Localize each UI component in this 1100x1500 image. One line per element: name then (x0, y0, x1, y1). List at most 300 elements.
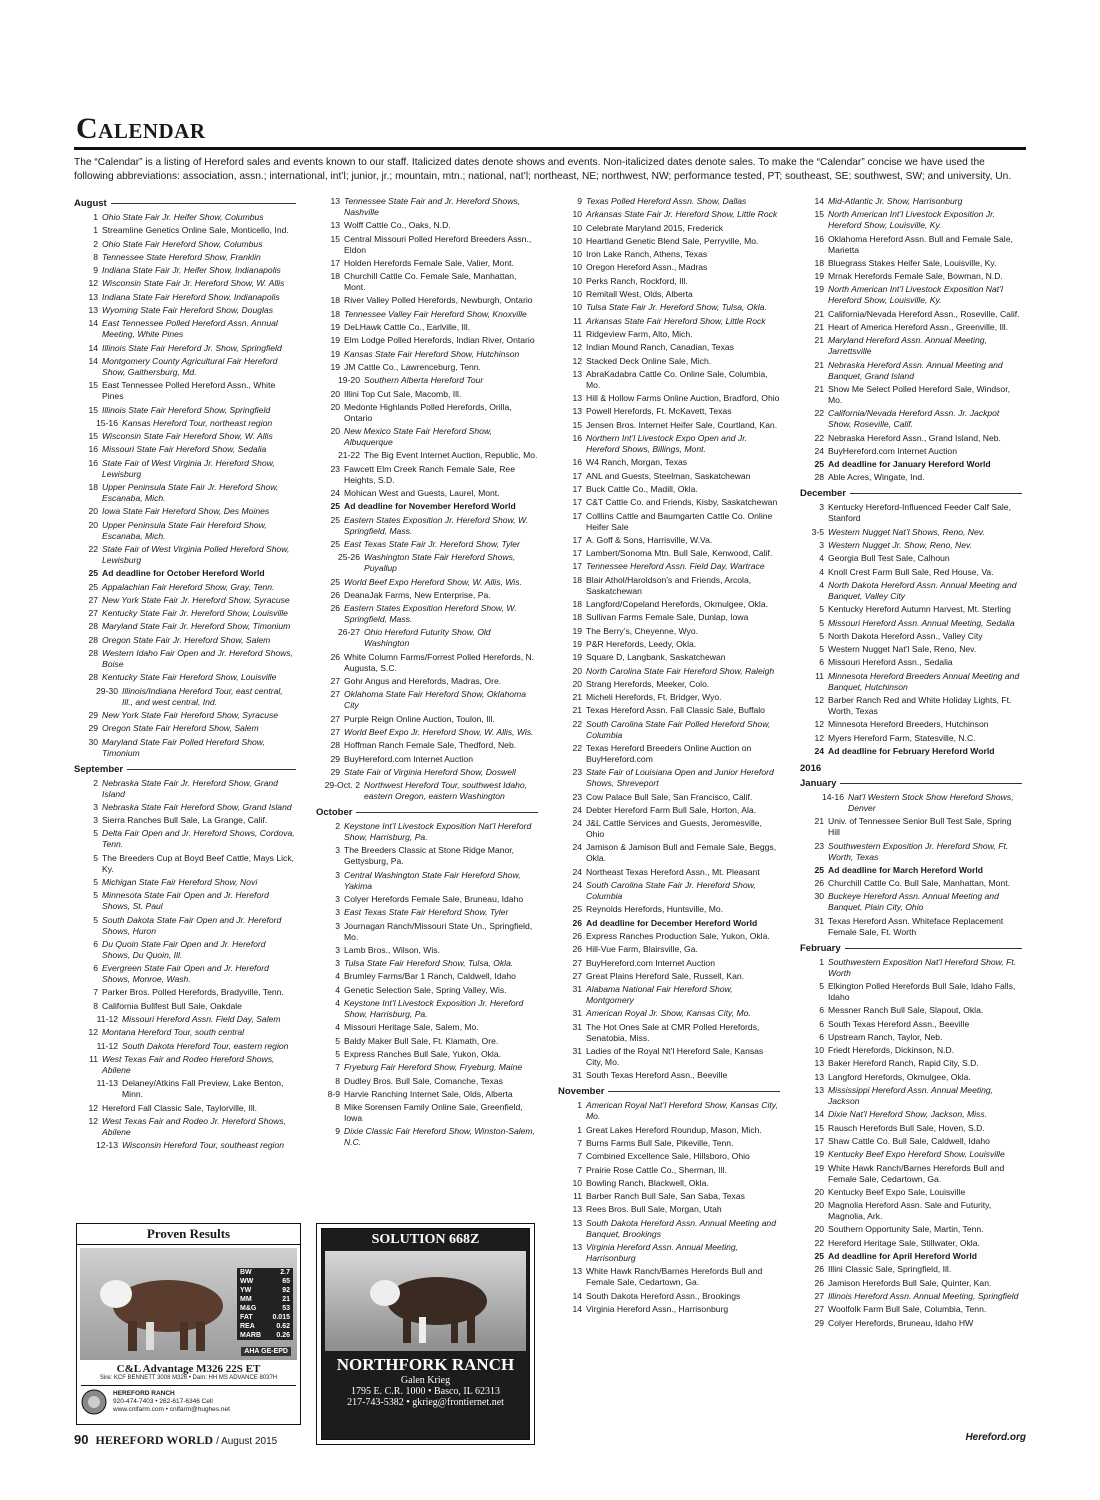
calendar-entry (316, 577, 538, 588)
month-heading (558, 1086, 780, 1097)
calendar-entry (800, 1019, 1022, 1030)
calendar-entry (316, 196, 538, 218)
page-number: 90 (74, 1432, 89, 1447)
entry-text: Genetic Selection Sale, Spring Valley, Wis. (344, 984, 507, 995)
entry-date: 25 (572, 904, 582, 915)
calendar-entry (800, 1149, 1022, 1160)
entry-text: Delta Fair Open and Jr. Hereford Shows, Cordova, Tenn. (102, 828, 295, 850)
entry-date: 11-12 (96, 1014, 118, 1025)
entry-text: Cow Palace Bull Sale, San Francisco, Calif. (586, 791, 753, 802)
entry-text: Kentucky State Fair Hereford Show, Louisville (102, 672, 277, 683)
entry-date: 28 (88, 634, 98, 645)
entry-text: Brumley Farms/Bar 1 Ranch, Caldwell, Idaho (344, 971, 516, 982)
proven-results-ad (76, 1223, 301, 1425)
entry-text: Oregon State Fair Hereford Show, Salem (102, 723, 259, 734)
entry-date: 13 (330, 220, 340, 231)
entry-text: Kentucky State Fair Jr. Hereford Show, Louisville (102, 608, 288, 619)
entry-text: Myers Hereford Farm, Statesville, N.C. (828, 732, 976, 743)
ad-deadline-entry (558, 918, 780, 929)
calendar-entry (558, 719, 780, 741)
entry-text: Wyoming State Fair Hereford Show, Douglas (102, 305, 273, 316)
month-label: November (558, 1086, 605, 1098)
page-title (74, 112, 1026, 146)
entry-date: 2 (93, 777, 98, 788)
entry-date: 5 (335, 1048, 340, 1059)
calendar-entry (316, 450, 538, 461)
calendar-entry (558, 1138, 780, 1149)
entry-text: Hill-Vue Farm, Blairsville, Ga. (586, 944, 698, 955)
entry-date: 21-22 (338, 450, 360, 461)
entry-text: BuyHereford.com Internet Auction (344, 753, 473, 764)
calendar-entry (800, 841, 1022, 863)
entry-text: California/Nevada Hereford Assn., Roseville, Calif. (828, 308, 1020, 319)
entry-text: Kentucky Beef Expo Hereford Show, Louisville (828, 1149, 1005, 1160)
month-rule (608, 1091, 780, 1092)
owner-name: Galen Krieg (400, 1375, 451, 1386)
entry-date: 13 (814, 1085, 824, 1096)
calendar-entry (558, 639, 780, 650)
calendar-entry (74, 853, 296, 875)
entry-date: 28 (814, 472, 824, 483)
ranch-logo-icon (81, 1389, 107, 1415)
entry-date: 4 (335, 971, 340, 982)
entry-text: Dixie Classic Fair Hereford Show, Winston-Salem, N.C. (344, 1126, 535, 1148)
entry-date: 2 (93, 238, 98, 249)
entry-date: 21 (572, 692, 582, 703)
entry-date: 13 (330, 196, 340, 206)
entry-date: 27 (814, 1304, 824, 1315)
epd-label: REA (240, 1323, 255, 1330)
entry-date: 24 (330, 488, 340, 499)
calendar-entry (74, 621, 296, 632)
entry-date: 13 (572, 1242, 582, 1252)
entry-text: Illinois/Indiana Hereford Tour, east central, Ill., and west central, Ind. (122, 685, 283, 707)
calendar-entry (316, 740, 538, 751)
calendar-entry (316, 676, 538, 687)
entry-date: 26 (572, 944, 582, 955)
entry-date: 11-13 (96, 1078, 118, 1089)
calendar-entry (558, 1304, 780, 1315)
calendar-entry (800, 1200, 1022, 1222)
entry-text: Lamb Bros., Wilson, Wis. (344, 944, 440, 955)
entry-date: 30 (814, 891, 824, 902)
calendar-entry (800, 916, 1022, 938)
entry-date: 20 (572, 665, 582, 676)
entry-text: South Texas Hereford Assn., Beeville (828, 1018, 970, 1029)
calendar-entry (74, 672, 296, 683)
calendar-entry (800, 309, 1022, 320)
calendar-entry (558, 805, 780, 816)
entry-text: BuyHereford.com Internet Auction (828, 445, 957, 456)
entry-date: 26 (572, 930, 582, 941)
calendar-entry (316, 335, 538, 346)
entry-text: California Bullfest Bull Sale, Oakdale (102, 1000, 242, 1011)
entry-text: Montana Hereford Tour, south central (102, 1027, 245, 1038)
entry-text: Western Nugget Jr. Show, Reno, Nev. (828, 540, 973, 551)
entry-date: 15 (88, 431, 98, 442)
entry-text: Upper Peninsula State Fair Jr. Hereford Show, Escanaba, Mich. (102, 482, 279, 504)
entry-text: C&T Cattle Co. and Friends, Kisby, Saskatchewan (586, 497, 778, 508)
entry-date: 19 (330, 335, 340, 346)
entry-text: Gohr Angus and Herefords, Madras, Ore. (344, 676, 502, 687)
calendar-entry (316, 590, 538, 601)
entry-date: 23 (330, 463, 340, 474)
calendar-entry (74, 265, 296, 276)
entry-date: 25 (814, 1251, 824, 1262)
entry-date: 4 (335, 984, 340, 995)
entry-text: New York State Fair Hereford Show, Syracuse (102, 709, 279, 720)
calendar-entry (74, 939, 296, 961)
entry-text: Texas Hereford Assn. Fall Classic Sale, Buffalo (586, 705, 765, 716)
calendar-entry (558, 692, 780, 703)
calendar-entry (74, 1041, 296, 1052)
calendar-entry (316, 464, 538, 486)
entry-date: 1 (819, 956, 824, 967)
calendar-entry (558, 599, 780, 610)
entry-text: Minnesota Hereford Breeders Annual Meeting and Banquet, Hutchinson (828, 670, 1020, 692)
calendar-entry (74, 595, 296, 606)
entry-text: Jamison & Jamison Bull and Female Sale, Beggs, Okla. (586, 842, 777, 864)
calendar-entry (558, 984, 780, 1006)
calendar-entry (316, 907, 538, 918)
entry-text: Buck Cattle Co., Madill, Okla. (586, 483, 698, 494)
calendar-entry (800, 891, 1022, 913)
calendar-entry (74, 828, 296, 850)
epd-label: MARB (240, 1332, 261, 1339)
entry-date: 29 (814, 1317, 824, 1328)
entry-date: 16 (814, 233, 824, 244)
calendar-entry (558, 867, 780, 878)
entry-text: Prairie Rose Cattle Co., Sherman, Ill. (586, 1164, 727, 1175)
entry-date: 9 (93, 265, 98, 276)
entry-date: 5 (819, 644, 824, 655)
entry-date: 24 (572, 804, 582, 815)
calendar-entry (800, 981, 1022, 1003)
calendar-entry (558, 1165, 780, 1176)
entry-text: Texas Polled Hereford Assn. Show, Dallas (586, 196, 747, 206)
entry-date: 3 (819, 502, 824, 513)
month-label: December (800, 488, 846, 500)
calendar-entry (800, 695, 1022, 717)
entry-date: 5 (93, 876, 98, 887)
calendar-entry (74, 482, 296, 504)
entry-date: 10 (572, 262, 582, 273)
entry-text: North Carolina State Fair Hereford Show, Raleigh (586, 665, 775, 676)
entry-text: Western Nugget Nat’l Shows, Reno, Nev. (828, 526, 985, 537)
calendar-entry (558, 342, 780, 353)
entry-text: Northwest Hereford Tour, southwest Idaho, eastern Oregon, eastern Washington (364, 780, 528, 802)
calendar-entry (74, 877, 296, 888)
month-label: February (800, 942, 841, 954)
entry-date: 3 (335, 869, 340, 880)
epd-row (237, 1295, 293, 1304)
entry-date: 3-5 (811, 526, 824, 537)
entry-date: 7 (93, 987, 98, 998)
entry-date: 5 (819, 980, 824, 991)
entry-text: Hill & Hollow Farms Online Auction, Bradford, Ohio (586, 393, 780, 404)
epd-value: 0.62 (276, 1323, 290, 1330)
entry-date: 29 (330, 753, 340, 764)
entry-text: Dixie Nat’l Hereford Show, Jackson, Miss. (828, 1109, 988, 1120)
entry-text: Du Quoin State Fair Open and Jr. Hereford Shows, Du Quoin, Ill. (102, 938, 266, 960)
entry-date: 19 (572, 638, 582, 649)
calendar-entry (800, 335, 1022, 357)
calendar-entry (558, 289, 780, 300)
calendar-entry (558, 329, 780, 340)
calendar-entry (316, 921, 538, 943)
calendar-entry (74, 802, 296, 813)
entry-date: 13 (88, 291, 98, 302)
entry-date: 13 (572, 1266, 582, 1277)
calendar-entry (316, 689, 538, 711)
entry-date: 27 (572, 957, 582, 968)
calendar-entry (800, 360, 1022, 382)
entry-date: 15 (814, 1122, 824, 1133)
calendar-entry (558, 249, 780, 260)
entry-date: 7 (335, 1062, 340, 1073)
entry-text: Remitall West, Olds, Alberta (586, 289, 693, 300)
calendar-entry (800, 322, 1022, 333)
calendar-entry (558, 626, 780, 637)
entry-date: 26 (814, 878, 824, 889)
entry-date: 16 (572, 433, 582, 444)
entry-text: Upper Peninsula State Fair Hereford Show, Escanaba, Mich. (102, 519, 267, 541)
entry-text: New York State Fair Jr. Hereford Show, Syracuse (102, 594, 290, 605)
entry-text: Bowling Ranch, Blackwell, Okla. (586, 1177, 709, 1188)
entry-text: Heartland Genetic Blend Sale, Perryville, Mo. (586, 235, 759, 246)
entry-text: Oklahoma State Fair Hereford Show, Oklahoma City (344, 689, 526, 711)
calendar-entry (558, 1266, 780, 1288)
entry-date: 24 (572, 842, 582, 853)
calendar-entry (558, 369, 780, 391)
month-label: January (800, 777, 837, 789)
epd-label: M&G (240, 1305, 257, 1312)
calendar-entry (74, 212, 296, 223)
entry-text: Maryland State Fair Jr. Hereford Show, Timonium (102, 621, 291, 632)
calendar-entry (74, 890, 296, 912)
calendar-entry (316, 402, 538, 424)
entry-date: 20 (814, 1224, 824, 1235)
calendar-entry (316, 309, 538, 320)
calendar-entry (316, 1022, 538, 1033)
entry-date: 28 (88, 648, 98, 659)
calendar-entry (74, 1014, 296, 1025)
entry-date: 20 (814, 1200, 824, 1211)
calendar-column-3 (558, 196, 780, 1320)
entry-text: Michigan State Fair Hereford Show, Novi (102, 876, 258, 887)
website-link[interactable]: Hereford.org (965, 1432, 1026, 1443)
entry-text: Missouri Hereford Assn. Annual Meeting, Sedalia (828, 617, 1015, 628)
ad-title: SOLUTION 668Z (371, 1232, 480, 1247)
entry-date: 19 (330, 322, 340, 333)
entry-date: 17 (572, 497, 582, 508)
calendar-entry (558, 1022, 780, 1044)
entry-text: Dudley Bros. Bull Sale, Comanche, Texas (344, 1075, 503, 1086)
entry-date: 27 (330, 713, 340, 724)
entry-date: 13 (572, 1217, 582, 1228)
entry-date: 8-9 (327, 1088, 340, 1099)
entry-text: Harvie Ranching Internet Sale, Olds, Alberta (344, 1088, 513, 1099)
entry-text: Arkansas State Fair Jr. Hereford Show, Little Rock (586, 209, 778, 220)
calendar-entry (558, 302, 780, 313)
entry-date: 18 (572, 612, 582, 623)
calendar-entry (800, 284, 1022, 306)
calendar-section (74, 764, 296, 1152)
epd-row (237, 1331, 293, 1340)
entry-date: 11-12 (96, 1040, 118, 1051)
entry-date: 19 (814, 1162, 824, 1173)
calendar-entry (800, 657, 1022, 668)
entry-date: 10 (572, 275, 582, 286)
entry-date: 15-16 (96, 417, 118, 428)
calendar-entry (74, 356, 296, 378)
entry-date: 19 (814, 1149, 824, 1160)
entry-text: Kentucky Hereford-Influenced Feeder Calf Sale, Stanford (828, 502, 1011, 524)
entry-date: 13 (88, 305, 98, 316)
entry-date: 7 (577, 1137, 582, 1148)
entry-date: 29-30 (96, 685, 118, 696)
title-initial: C (76, 112, 99, 145)
entry-date: 12 (88, 1115, 98, 1126)
entry-date: 7 (577, 1151, 582, 1162)
calendar-column-1 (74, 196, 296, 1156)
ad-deadline-entry (74, 568, 296, 579)
entry-date: 11 (89, 1053, 98, 1064)
entry-text: Medonte Highlands Polled Herefords, Orilla, Ontario (344, 401, 512, 423)
bull-image-icon (88, 1266, 238, 1356)
calendar-entry (558, 792, 780, 803)
calendar-entry (800, 1224, 1022, 1235)
entry-date: 15 (814, 209, 824, 220)
entry-date: 4 (819, 579, 824, 590)
entry-date: 3 (335, 958, 340, 969)
calendar-entry (74, 278, 296, 289)
calendar-entry (74, 686, 296, 708)
entry-text: Langford Herefords, Okmulgee, Okla. (828, 1071, 971, 1082)
calendar-section (316, 196, 538, 802)
entry-text: Rausch Herefords Bull Sale, Hoven, S.D. (828, 1122, 985, 1133)
calendar-entry (558, 705, 780, 716)
calendar-entry (316, 870, 538, 892)
entry-text: Friedt Herefords, Dickinson, N.D. (828, 1045, 955, 1056)
entry-date: 26 (572, 917, 582, 928)
calendar-entry (316, 727, 538, 738)
entry-date: 23 (572, 767, 582, 778)
calendar-section (316, 807, 538, 1148)
entry-date: 28 (88, 672, 98, 683)
entry-text: Barber Ranch Red and White Holiday Lights, Ft. Worth, Texas (828, 695, 1012, 717)
bull-image-icon (355, 1263, 505, 1348)
entry-text: Ad deadline for November Hereford World (344, 501, 516, 512)
entry-text: White Hawk Ranch/Barnes Herefords Bull and Female Sale, Cedartown, Ga. (828, 1162, 1005, 1184)
entry-text: Mid-Atlantic Jr. Show, Harrisonburg (828, 196, 963, 206)
entry-text: Messner Ranch Bull Sale, Slapout, Okla. (828, 1005, 984, 1016)
entry-text: North Dakota Hereford Assn., Valley City (828, 630, 983, 641)
entry-text: The Berry’s, Cheyenne, Wyo. (586, 625, 699, 636)
entry-text: Combined Excellence Sale, Hillsboro, Ohio (586, 1151, 750, 1162)
entry-date: 14 (88, 355, 98, 366)
entry-text: Southwestern Exposition Jr. Hereford Show, Ft. Worth, Texas (828, 840, 1009, 862)
entry-text: Barber Ranch Bull Sale, San Saba, Texas (586, 1191, 745, 1202)
entry-text: Southern Opportunity Sale, Martin, Tenn. (828, 1224, 984, 1235)
entry-date: 21 (814, 383, 824, 394)
entry-text: Purple Reign Online Auction, Toulon, Ill. (344, 713, 495, 724)
entry-text: West Texas Fair and Rodeo Hereford Shows, Abilene (102, 1053, 275, 1075)
entry-text: Appalachian Fair Hereford Show, Gray, Tenn. (102, 581, 275, 592)
entry-date: 8 (335, 1102, 340, 1113)
entry-date: 12 (572, 342, 582, 353)
entry-text: Woolfolk Farm Bull Sale, Columbia, Tenn. (828, 1304, 987, 1315)
entry-text: Square D, Langbank, Saskatchewan (586, 652, 726, 663)
entry-text: Mrnak Herefords Female Sale, Bowman, N.D. (828, 271, 1003, 282)
calendar-entry (316, 603, 538, 625)
entry-date: 5 (93, 852, 98, 863)
calendar-entry (558, 743, 780, 765)
entry-text: East Tennessee Polled Hereford Assn. Annual Meeting, White Pines (102, 318, 278, 340)
aha-badge: AHA GE-EPD (241, 1347, 291, 1356)
entry-date: 22 (88, 543, 98, 554)
entry-date: 11 (573, 1191, 582, 1202)
entry-date: 12 (814, 719, 824, 730)
calendar-entry (558, 316, 780, 327)
entry-date: 22 (814, 432, 824, 443)
epd-value: 21 (282, 1296, 290, 1303)
calendar-entry (316, 271, 538, 293)
calendar-entry (800, 1058, 1022, 1069)
entry-text: Sierra Ranches Bull Sale, La Grange, Calif. (102, 815, 268, 826)
entry-date: 10 (572, 302, 582, 313)
entry-date: 15 (88, 380, 98, 391)
calendar-entry (558, 420, 780, 431)
calendar-entry (316, 998, 538, 1020)
entry-text: A. Goff & Sons, Harrisville, W.Va. (586, 534, 713, 545)
calendar-entry (74, 582, 296, 593)
entry-text: Evergreen State Fair Open and Jr. Hereford Shows, Monroe, Wash. (102, 963, 269, 985)
calendar-entry (316, 349, 538, 360)
entry-text: Western Idaho Fair Open and Jr. Hereford Shows, Boise (102, 648, 294, 670)
entry-date: 20 (814, 1186, 824, 1197)
calendar-entry (558, 958, 780, 969)
entry-text: Jensen Bros. Internet Heifer Sale, Courtland, Kan. (586, 419, 778, 430)
entry-date: 14-16 (822, 791, 844, 802)
entry-text: Ad deadline for March Hereford World (828, 864, 984, 875)
entry-date: 17 (572, 483, 582, 494)
calendar-entry (800, 957, 1022, 979)
calendar-entry (558, 880, 780, 902)
entry-text: East Texas State Fair Jr. Hereford Show, Tyler (344, 538, 520, 549)
entry-date: 25 (330, 514, 340, 525)
calendar-entry (558, 1178, 780, 1189)
entry-text: World Beef Expo Hereford Show, W. Allis, Wis. (344, 576, 522, 587)
epd-value: 92 (282, 1287, 290, 1294)
calendar-entry (74, 405, 296, 416)
month-rule (356, 812, 538, 813)
entry-text: Hoffman Ranch Female Sale, Thedford, Neb. (344, 740, 517, 751)
calendar-entry (800, 553, 1022, 564)
entry-text: Keystone Int’l Livestock Exposition Jr. Hereford Show, Harrisburg, Pa. (344, 998, 524, 1020)
entry-date: 12 (814, 732, 824, 743)
entry-date: 25 (88, 568, 98, 579)
entry-text: Great Lakes Hereford Roundup, Mason, Mich. (586, 1124, 762, 1135)
entry-text: Georgia Bull Test Sale, Calhoun (828, 553, 950, 564)
entry-date: 5 (819, 630, 824, 641)
epd-value: 0.26 (276, 1332, 290, 1339)
entry-text: Mississippi Hereford Assn. Annual Meeting, Jackson (828, 1085, 994, 1107)
entry-date: 24 (814, 745, 824, 756)
entry-date: 10 (572, 249, 582, 260)
entry-date: 21 (814, 308, 824, 319)
entry-date: 26 (330, 603, 340, 614)
